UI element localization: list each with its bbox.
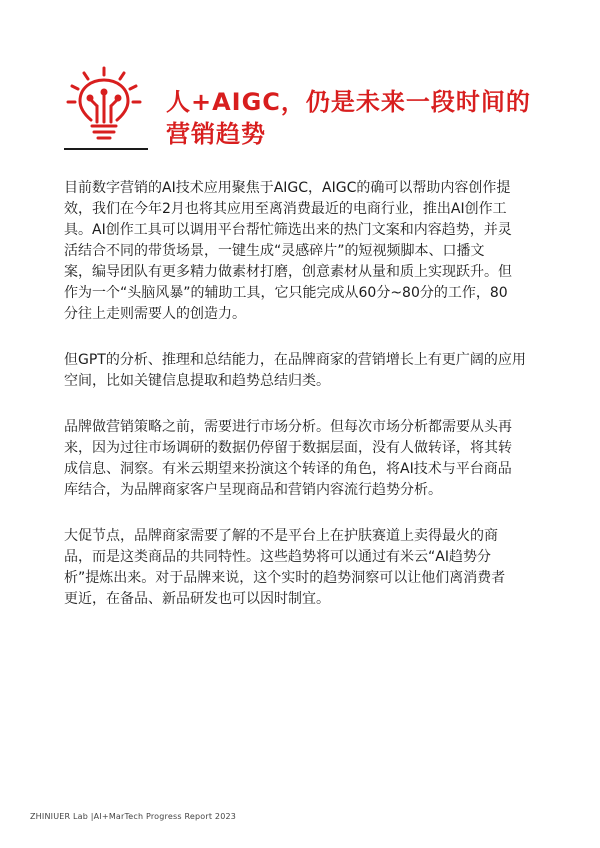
- text-line: 作为一个“头脑风暴”的辅助工具，它只能完成从60分~80分的工作，80: [64, 285, 508, 301]
- text-line: 效，我们在今年2月也将其应用至离消费最近的电商行业，推出AI创作工: [64, 201, 507, 217]
- article-body: [64, 178, 536, 635]
- text-line: 更近，在备品、新品研发也可以因时制宜。: [64, 591, 330, 607]
- section-title-line: 人+AIGC，仍是未来一段时间的: [166, 88, 531, 116]
- text-line: 品牌做营销策略之前，需要进行市场分析。但每次市场分析都需要从头再: [64, 419, 512, 435]
- header-divider: [64, 148, 148, 150]
- text-line: 但GPT的分析、推理和总结能力，在品牌商家的营销增长上有更广阔的应用: [64, 352, 526, 368]
- text-line: 具。AI创作工具可以调用平台帮忙筛选出来的热门文案和内容趋势，并灵: [64, 222, 512, 238]
- lightbulb-circuit-icon: [64, 64, 144, 144]
- text-line: 案，编导团队有更多精力做素材打磨，创意素材从量和质上实现跃升。但: [64, 264, 512, 280]
- text-line: 成信息、洞察。有米云期望来扮演这个转译的角色，将AI技术与平台商品: [64, 461, 512, 477]
- paragraph-aigc-application: [64, 178, 536, 325]
- text-line: 来，因为过往市场调研的数据仍停留于数据层面，没有人做转译，将其转: [64, 440, 512, 456]
- text-line: 目前数字营销的AI技术应用聚焦于AIGC，AIGC的确可以帮助内容创作提: [64, 180, 511, 196]
- page-footer: ZHINIUER Lab |AI+MarTech Progress Report 2023: [30, 812, 237, 821]
- text-line: 活结合不同的带货场景，一键生成“灵感碎片”的短视频脚本、口播文: [64, 243, 485, 259]
- text-line: 大促节点，品牌商家需要了解的不是平台上在护肤赛道上卖得最火的商: [64, 528, 498, 544]
- text-line: 空间，比如关键信息提取和趋势总结归类。: [64, 373, 330, 389]
- text-line: 库结合，为品牌商家客户呈现商品和营销内容流行趋势分析。: [64, 482, 442, 498]
- paragraph-market-analysis: [64, 417, 536, 501]
- text-line: 分往上走则需要人的创造力。: [64, 306, 246, 322]
- text-line: 析”提炼出来。对于品牌来说，这个实时的趋势洞察可以让他们离消费者: [64, 570, 506, 586]
- section-title-line: 营销趋势: [166, 120, 266, 148]
- paragraph-promotion-trends: [64, 526, 536, 610]
- paragraph-gpt-analysis: [64, 350, 536, 392]
- text-line: 品，而是这类商品的共同特性。这些趋势将可以通过有米云“AI趋势分: [64, 549, 491, 565]
- section-title: [166, 86, 556, 150]
